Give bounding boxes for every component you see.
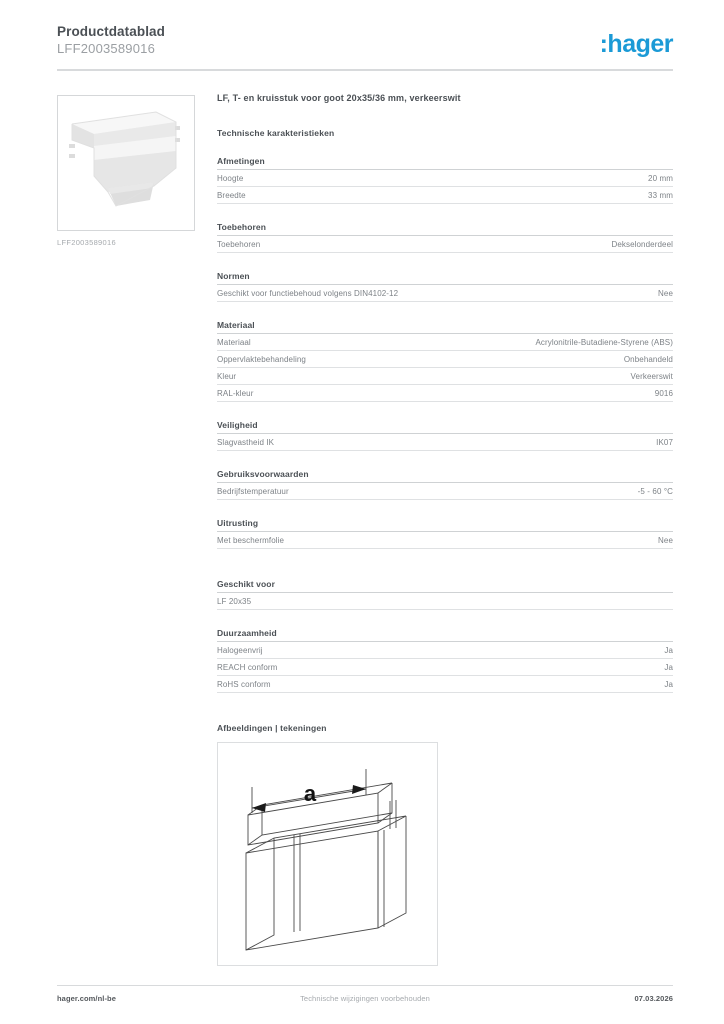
spec-group-title: Geschikt voor [217,579,673,593]
spec-key: Geschikt voor functiebehoud volgens DIN4102-12 [217,289,399,298]
spec-value: Ja [664,663,673,672]
spec-row [217,642,673,659]
spec-key: Hoogte [217,174,244,183]
spec-group [217,320,673,402]
spec-value: 33 mm [648,191,673,200]
spec-row [217,483,673,500]
drawings-section [217,723,673,966]
spec-group [217,628,673,693]
spec-group-title: Afmetingen [217,156,673,170]
spec-row [217,593,673,610]
spec-groups [217,156,673,693]
spec-group [217,271,673,302]
spec-value: IK07 [656,438,673,447]
product-reference: LFF2003589016 [57,41,156,56]
spec-key: Kleur [217,372,237,381]
footer-disclaimer: Technische wijzigingen voorbehouden [300,994,430,1003]
spec-key: Materiaal [217,338,251,347]
spec-value: Nee [658,289,673,298]
spec-group-title: Uitrusting [217,518,673,532]
spec-value: Acrylonitrile-Butadiene-Styrene (ABS) [535,338,673,347]
spec-group-title: Veiligheid [217,420,673,434]
spec-key: Bedrijfstemperatuur [217,487,289,496]
spec-group [217,222,673,253]
page-footer [57,994,673,1008]
spec-group-title: Toebehoren [217,222,673,236]
technical-drawing-icon [218,743,437,965]
page-header [57,24,673,72]
technical-characteristics-title: Technische karakteristieken [217,128,335,138]
product-render-icon [58,96,194,230]
page-title: Productdatablad [57,24,166,39]
spec-row [217,676,673,693]
spec-group [217,156,673,204]
spec-key: Halogeenvrij [217,646,263,655]
spec-value: Ja [664,646,673,655]
spec-row [217,434,673,451]
spec-value: 20 mm [648,174,673,183]
spec-value: Verkeerswit [630,372,673,381]
spec-value: Ja [664,680,673,689]
main-content [217,92,673,966]
spec-row [217,659,673,676]
spec-group [217,579,673,610]
spec-group [217,518,673,549]
spec-row [217,236,673,253]
drawings-title: Afbeeldingen | tekeningen [217,723,327,733]
header-divider [57,69,673,71]
spec-key: LF 20x35 [217,597,252,606]
product-image-caption: LFF2003589016 [57,238,116,247]
product-name: LF, T- en kruisstuk voor goot 20x35/36 mm, verkeerswit [217,93,461,103]
spec-row [217,334,673,351]
dimension-label-a: a [303,781,317,806]
product-figure [57,95,197,247]
spec-group-title: Normen [217,271,673,285]
spec-row [217,351,673,368]
footer-date: 07.03.2026 [634,994,673,1003]
spec-row [217,170,673,187]
hager-logo: :hager [599,30,673,58]
spec-key: REACH conform [217,663,278,672]
spec-key: RAL-kleur [217,389,254,398]
spec-row [217,368,673,385]
spec-group-title: Gebruiksvoorwaarden [217,469,673,483]
spec-row [217,285,673,302]
spec-group [217,420,673,451]
product-image-frame [57,95,195,231]
spec-value: Onbehandeld [623,355,673,364]
spec-row [217,532,673,549]
spec-group [217,469,673,500]
spec-value: 9016 [654,389,673,398]
spec-key: Met beschermfolie [217,536,285,545]
footer-website[interactable]: hager.com/nl-be [57,994,117,1003]
spec-key: Slagvastheid IK [217,438,275,447]
spec-value: -5 - 60 °C [637,487,673,496]
spec-group-title: Materiaal [217,320,673,334]
spec-row [217,385,673,402]
spec-key: Breedte [217,191,246,200]
spec-key: Oppervlaktebehandeling [217,355,306,364]
technical-drawing-frame [217,742,438,966]
spec-key: RoHS conform [217,680,271,689]
spec-value: Nee [658,536,673,545]
spec-key: Toebehoren [217,240,261,249]
footer-divider [57,985,673,986]
spec-group-title: Duurzaamheid [217,628,673,642]
spec-value: Dekselonderdeel [611,240,673,249]
spec-row [217,187,673,204]
